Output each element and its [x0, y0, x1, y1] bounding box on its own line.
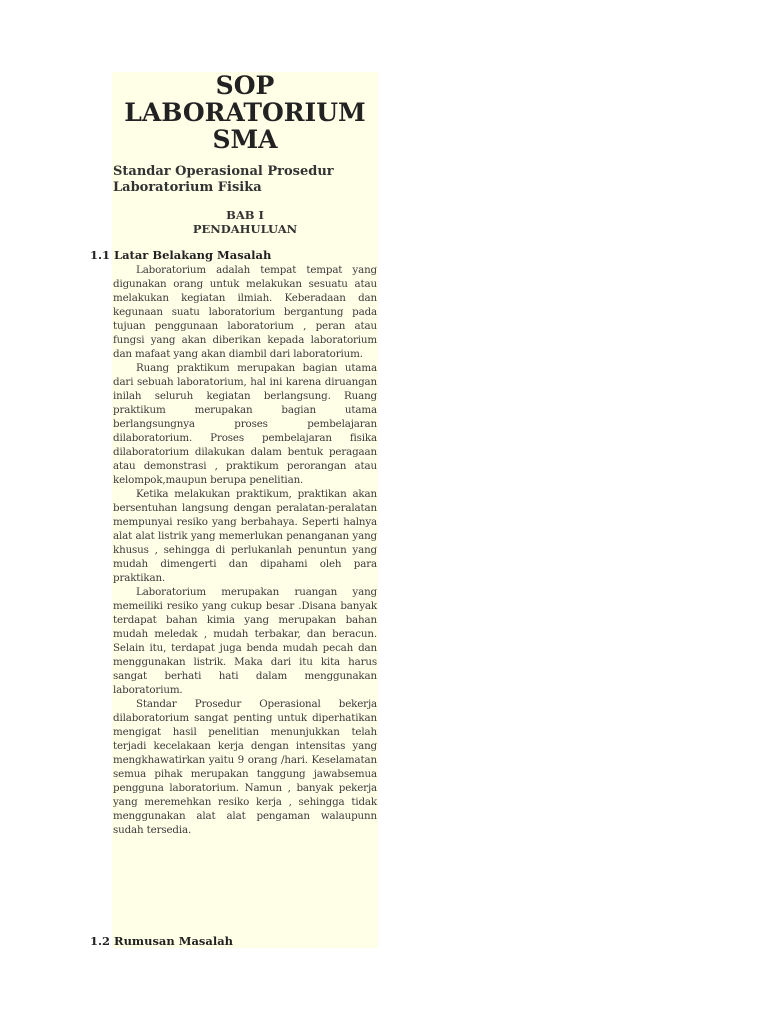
document-subtitle: [113, 164, 375, 195]
section-heading-latar-belakang: 1.1 Latar Belakang Masalah: [90, 248, 272, 262]
section-body: [113, 263, 377, 837]
paragraph: Ruang praktikum merupakan bagian utama dari sebuah laboratorium, hal ini karena diruangan inilah seluruh kegiatan berlangsung. Ruang praktikum merupakan bagian utama berlangsungnya proses pembelajaran dilaboratorium. Proses pembelajaran fisika dilaboratorium dilakukan dalam bentuk peragaan atau demonstrasi , praktikum perorangan atau kelompok,maupun berupa penelitian.: [113, 362, 377, 486]
title-line: LABORATORIUM: [124, 98, 366, 127]
chapter-title: PENDAHULUAN: [192, 222, 298, 236]
paragraph: Standar Prosedur Operasional bekerja dilaboratorium sangat penting untuk diperhatikan mengigat hasil penelitian menunjukkan telah terjadi kecelakaan kerja dengan intensitas yang mengkhawatirkan yaitu 9 orang /hari. Keselamatan semua pihak merupakan tanggung jawabsemua pengguna laboratorium. Namun , banyak pekerja yang meremehkan resiko kerja , sehingga tidak menggunakan alat alat pengaman walaupunn sudah tersedia.: [113, 698, 377, 836]
paragraph: Ketika melakukan praktikum, praktikan akan bersentuhan langsung dengan peralatan-peralatan mempunyai resiko yang berbahaya. Seperti halnya alat alat listrik yang memerlukan penanganan yang khusus , sehingga di perlukanlah penuntun yang mudah dimengerti dan dipahami oleh para praktikan.: [113, 488, 377, 584]
paragraph: Laboratorium merupakan ruangan yang memeiliki resiko yang cukup besar .Disana banyak terdapat bahan kimia yang merupakan bahan mudah meledak , mudah terbakar, dan beracun. Selain itu, terdapat juga benda mudah pecah dan menggunakan listrik. Maka dari itu kita harus sangat berhati hati dalam menggunakan laboratorium.: [113, 586, 377, 696]
section-heading-rumusan-masalah: 1.2 Rumusan Masalah: [90, 934, 234, 948]
title-line: SOP: [215, 71, 275, 100]
subtitle-line: Standar Operasional Prosedur: [113, 164, 334, 179]
document-title: [112, 72, 378, 153]
subtitle-line: Laboratorium Fisika: [113, 179, 262, 195]
paragraph: Laboratorium adalah tempat tempat yang digunakan orang untuk melakukan sesuatu atau melakukan kegiatan ilmiah. Keberadaan dan kegunaan suatu laboratorium bergantung pada tujuan penggunaan laboratorium , peran atau fungsi yang akan diberikan kepada laboratorium dan mafaat yang akan diambil dari laboratorium.: [113, 264, 377, 360]
title-line: SMA: [212, 125, 278, 154]
chapter-number: BAB I: [226, 208, 264, 222]
chapter-heading: [112, 208, 378, 236]
